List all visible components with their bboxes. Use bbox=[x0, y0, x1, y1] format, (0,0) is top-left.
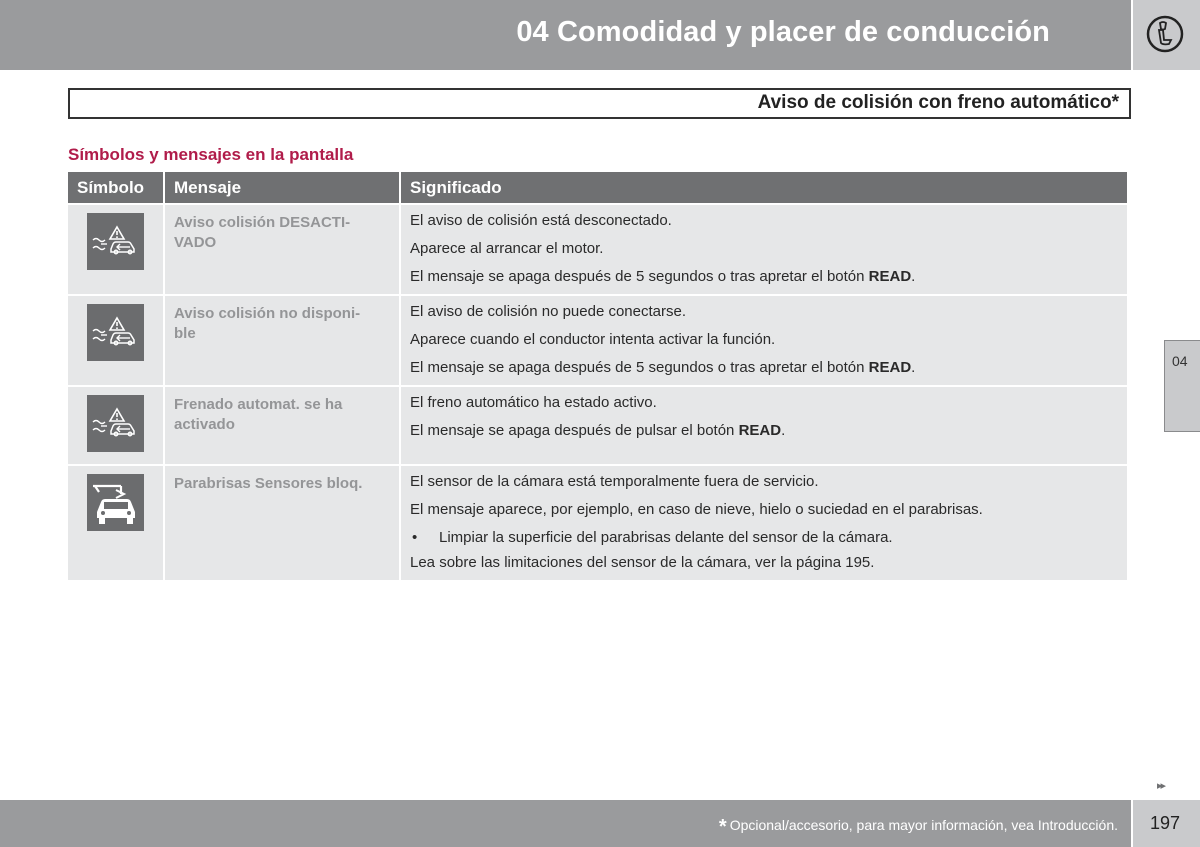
meaning-line bbox=[410, 554, 1117, 572]
read-button-label: READ bbox=[868, 359, 912, 376]
collision-warning-icon bbox=[87, 213, 144, 270]
side-tab-label: 04 bbox=[1172, 353, 1188, 369]
meaning-line bbox=[410, 212, 1117, 230]
meaning-line bbox=[410, 359, 1117, 377]
meaning-text: El mensaje se apaga después de 5 segundos o tras apretar el botón bbox=[410, 359, 869, 376]
meaning-text-tail: . bbox=[911, 359, 916, 376]
meaning-line bbox=[410, 529, 1117, 547]
message-text-line: Aviso colisión no disponi- bbox=[174, 305, 361, 322]
meaning-cell bbox=[401, 296, 1127, 385]
collision-warning-icon bbox=[87, 304, 144, 361]
sub-heading: Símbolos y mensajes en la pantalla bbox=[68, 145, 354, 164]
read-button-label: READ bbox=[738, 422, 782, 439]
meaning-cell bbox=[401, 387, 1127, 464]
bullet-icon: • bbox=[412, 529, 418, 546]
message-text-line: Aviso colisión DESACTI- bbox=[174, 214, 351, 231]
message-cell bbox=[165, 296, 399, 385]
message-cell bbox=[165, 205, 399, 294]
chapter-icon-box bbox=[1133, 0, 1200, 70]
meaning-line bbox=[410, 394, 1117, 412]
symbol-cell bbox=[68, 466, 163, 580]
header-band bbox=[0, 0, 1131, 70]
footnote-star: * bbox=[718, 816, 727, 838]
meaning-text: Aparece cuando el conductor intenta activar la función. bbox=[410, 331, 776, 348]
meaning-text: El aviso de colisión está desconectado. bbox=[410, 212, 672, 229]
symbol-cell bbox=[68, 387, 163, 464]
meaning-line bbox=[410, 268, 1117, 286]
symbol-cell bbox=[68, 205, 163, 294]
column-header-meaning: Significado bbox=[401, 172, 1127, 203]
message-text-line: Frenado automat. se ha bbox=[174, 396, 343, 413]
section-title: Aviso de colisión con freno automático* bbox=[757, 92, 1119, 113]
table-row bbox=[68, 387, 1127, 464]
meaning-text: Lea sobre las limitaciones del sensor de la cámara, ver la página 195. bbox=[410, 554, 875, 571]
meaning-line bbox=[410, 240, 1117, 258]
meaning-text: El aviso de colisión no puede conectarse. bbox=[410, 303, 687, 320]
symbol-cell bbox=[68, 296, 163, 385]
symbols-table bbox=[66, 170, 1129, 582]
message-cell bbox=[165, 387, 399, 464]
message-text-line: VADO bbox=[174, 234, 217, 251]
meaning-cell bbox=[401, 466, 1127, 580]
next-page-arrows-icon: ▸▸ bbox=[1157, 780, 1165, 792]
collision-warning-icon bbox=[87, 395, 144, 452]
message-cell bbox=[165, 466, 399, 580]
page-number-box bbox=[1133, 800, 1200, 847]
meaning-line bbox=[410, 473, 1117, 491]
chapter-title: 04 Comodidad y placer de conducción bbox=[516, 16, 1050, 48]
seat-icon bbox=[1146, 15, 1184, 53]
table-row bbox=[68, 466, 1127, 580]
section-title-box bbox=[68, 88, 1131, 119]
meaning-cell bbox=[401, 205, 1127, 294]
footnote bbox=[719, 816, 1118, 839]
meaning-text: El sensor de la cámara está temporalmente fuera de servicio. bbox=[410, 473, 819, 490]
table-header-row bbox=[68, 172, 1127, 203]
windscreen-sensor-icon bbox=[87, 474, 144, 531]
meaning-line bbox=[410, 303, 1117, 321]
chapter-side-tab[interactable] bbox=[1164, 340, 1200, 432]
meaning-line bbox=[410, 422, 1117, 440]
read-button-label: READ bbox=[868, 268, 912, 285]
meaning-text-tail: . bbox=[911, 268, 916, 285]
table-row bbox=[68, 205, 1127, 294]
table-row bbox=[68, 296, 1127, 385]
meaning-text-tail: . bbox=[781, 422, 786, 439]
meaning-text: Aparece al arrancar el motor. bbox=[410, 240, 604, 257]
meaning-text: El freno automático ha estado activo. bbox=[410, 394, 657, 411]
meaning-line bbox=[410, 331, 1117, 349]
meaning-text: Limpiar la superficie del parabrisas delante del sensor de la cámara. bbox=[439, 529, 893, 546]
message-text-line: activado bbox=[174, 416, 235, 433]
footer-band bbox=[0, 800, 1131, 847]
meaning-line bbox=[410, 501, 1117, 519]
column-header-symbol: Símbolo bbox=[68, 172, 163, 203]
message-text-line: ble bbox=[174, 325, 196, 342]
footnote-text: Opcional/accesorio, para mayor información, vea Introducción. bbox=[729, 817, 1118, 833]
meaning-text: El mensaje se apaga después de 5 segundos o tras apretar el botón bbox=[410, 268, 869, 285]
meaning-text: El mensaje aparece, por ejemplo, en caso de nieve, hielo o suciedad en el parabrisas. bbox=[410, 501, 983, 518]
meaning-text: El mensaje se apaga después de pulsar el botón bbox=[410, 422, 739, 439]
page-number: 197 bbox=[1150, 813, 1181, 833]
message-text-line: Parabrisas Sensores bloq. bbox=[174, 475, 363, 492]
column-header-message: Mensaje bbox=[165, 172, 399, 203]
